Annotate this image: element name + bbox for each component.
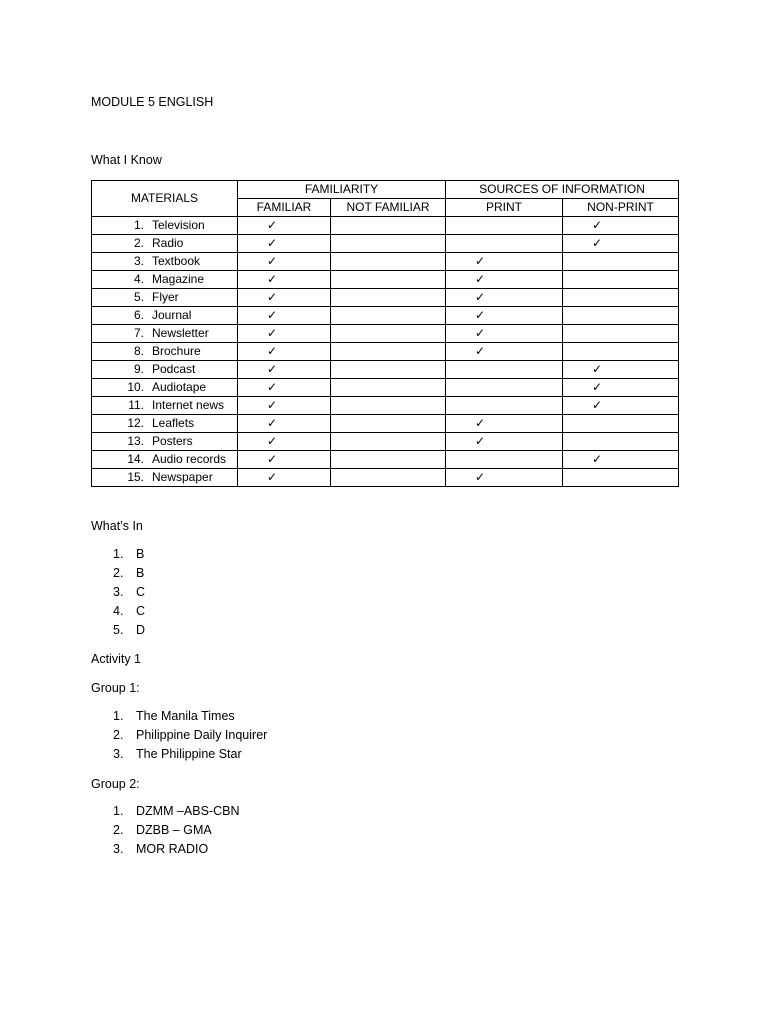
material-number: 7. — [133, 326, 144, 340]
cell-familiar — [238, 469, 331, 487]
material-label: Brochure — [152, 344, 201, 358]
material-label: Journal — [152, 308, 192, 322]
cell-not-familiar — [331, 433, 446, 451]
material-label: Leaflets — [152, 416, 195, 430]
cell-non-print — [563, 253, 679, 271]
list-number: 1. — [113, 804, 124, 818]
check-mark-icon: ✓ — [267, 272, 278, 286]
table-row — [92, 415, 679, 433]
material-number: 8. — [133, 344, 144, 358]
material-name-cell — [92, 253, 238, 271]
cell-not-familiar — [331, 289, 446, 307]
table-row — [92, 343, 679, 361]
table-row — [92, 451, 679, 469]
check-mark-icon: ✓ — [592, 452, 603, 466]
section-what-i-know: What I Know — [91, 153, 162, 167]
cell-print — [446, 253, 563, 271]
material-number: 13. — [127, 434, 144, 448]
cell-non-print — [563, 433, 679, 451]
list-item — [113, 707, 267, 726]
check-mark-icon: ✓ — [475, 290, 486, 304]
material-label: Newsletter — [152, 326, 209, 340]
material-name-cell — [92, 451, 238, 469]
group-1-list — [113, 707, 267, 764]
cell-print — [446, 271, 563, 289]
list-item — [113, 821, 239, 840]
table-row — [92, 253, 679, 271]
material-label: Audio records — [152, 452, 227, 466]
material-name-cell — [92, 271, 238, 289]
material-label: Magazine — [152, 272, 205, 286]
cell-not-familiar — [331, 217, 446, 235]
check-mark-icon: ✓ — [267, 326, 278, 340]
material-label: Audiotape — [152, 380, 207, 394]
material-number: 2. — [133, 236, 144, 250]
material-label: Flyer — [152, 290, 179, 304]
cell-print — [446, 217, 563, 235]
list-number: 3. — [113, 842, 124, 856]
list-text: D — [136, 623, 146, 637]
cell-non-print — [563, 343, 679, 361]
check-mark-icon: ✓ — [475, 308, 486, 322]
check-mark-icon: ✓ — [475, 254, 486, 268]
document-title: MODULE 5 ENGLISH — [91, 95, 214, 109]
list-item — [113, 745, 267, 764]
material-number: 15. — [127, 470, 144, 484]
cell-non-print — [563, 289, 679, 307]
cell-familiar — [238, 415, 331, 433]
material-label: Newspaper — [152, 470, 213, 484]
cell-print — [446, 415, 563, 433]
list-text: DZMM –ABS-CBN — [136, 804, 240, 818]
cell-print — [446, 451, 563, 469]
whats-in-answers — [113, 545, 145, 640]
material-number: 5. — [133, 290, 144, 304]
material-name-cell — [92, 415, 238, 433]
cell-familiar — [238, 271, 331, 289]
header-familiar: FAMILIAR — [238, 199, 331, 217]
cell-print — [446, 289, 563, 307]
cell-familiar — [238, 217, 331, 235]
header-familiarity: FAMILIARITY — [238, 181, 446, 199]
list-number: 5. — [113, 623, 124, 637]
header-materials: MATERIALS — [92, 181, 238, 217]
table-row — [92, 217, 679, 235]
cell-not-familiar — [331, 451, 446, 469]
header-sources: SOURCES OF INFORMATION — [446, 181, 679, 199]
cell-familiar — [238, 343, 331, 361]
list-text: B — [136, 547, 145, 561]
cell-print — [446, 343, 563, 361]
table-row — [92, 271, 679, 289]
cell-non-print — [563, 217, 679, 235]
cell-print — [446, 433, 563, 451]
check-mark-icon: ✓ — [592, 362, 603, 376]
list-item — [113, 840, 239, 859]
material-label: Radio — [152, 236, 184, 250]
group-2-title: Group 2: — [91, 777, 140, 791]
cell-not-familiar — [331, 253, 446, 271]
materials-table — [91, 180, 679, 487]
material-name-cell — [92, 217, 238, 235]
cell-non-print — [563, 379, 679, 397]
cell-non-print — [563, 451, 679, 469]
list-text: MOR RADIO — [136, 842, 209, 856]
cell-familiar — [238, 433, 331, 451]
material-label: Textbook — [152, 254, 201, 268]
list-item — [113, 802, 239, 821]
check-mark-icon: ✓ — [475, 272, 486, 286]
cell-print — [446, 235, 563, 253]
cell-print — [446, 307, 563, 325]
cell-not-familiar — [331, 379, 446, 397]
table-row — [92, 469, 679, 487]
materials-table-body — [92, 217, 679, 487]
cell-print — [446, 361, 563, 379]
material-name-cell — [92, 469, 238, 487]
check-mark-icon: ✓ — [475, 326, 486, 340]
section-activity-1: Activity 1 — [91, 652, 142, 666]
table-row — [92, 361, 679, 379]
check-mark-icon: ✓ — [475, 434, 486, 448]
material-label: Internet news — [152, 398, 225, 412]
check-mark-icon: ✓ — [267, 416, 278, 430]
list-number: 4. — [113, 604, 124, 618]
cell-familiar — [238, 379, 331, 397]
cell-not-familiar — [331, 307, 446, 325]
group-1-title: Group 1: — [91, 681, 140, 695]
check-mark-icon: ✓ — [475, 344, 486, 358]
check-mark-icon: ✓ — [592, 398, 603, 412]
cell-not-familiar — [331, 271, 446, 289]
cell-non-print — [563, 469, 679, 487]
cell-print — [446, 397, 563, 415]
cell-not-familiar — [331, 469, 446, 487]
material-number: 6. — [133, 308, 144, 322]
check-mark-icon: ✓ — [592, 380, 603, 394]
check-mark-icon: ✓ — [267, 254, 278, 268]
material-name-cell — [92, 361, 238, 379]
group-2-list — [113, 802, 239, 859]
list-text: C — [136, 585, 146, 599]
list-text: The Manila Times — [136, 709, 235, 723]
list-number: 1. — [113, 709, 124, 723]
list-number: 2. — [113, 728, 124, 742]
check-mark-icon: ✓ — [592, 236, 603, 250]
check-mark-icon: ✓ — [267, 218, 278, 232]
material-number: 11. — [128, 398, 144, 412]
table-row — [92, 379, 679, 397]
answer-item — [113, 564, 145, 583]
cell-familiar — [238, 361, 331, 379]
list-text: The Philippine Star — [136, 747, 242, 761]
header-non-print: NON-PRINT — [563, 199, 679, 217]
check-mark-icon: ✓ — [267, 452, 278, 466]
table-row — [92, 325, 679, 343]
material-name-cell — [92, 343, 238, 361]
cell-non-print — [563, 415, 679, 433]
cell-familiar — [238, 451, 331, 469]
check-mark-icon: ✓ — [267, 236, 278, 250]
cell-familiar — [238, 289, 331, 307]
cell-non-print — [563, 235, 679, 253]
check-mark-icon: ✓ — [267, 434, 278, 448]
section-whats-in: What’s In — [91, 519, 143, 533]
list-text: DZBB – GMA — [136, 823, 212, 837]
cell-not-familiar — [331, 343, 446, 361]
list-text: B — [136, 566, 145, 580]
list-number: 2. — [113, 823, 124, 837]
list-number: 3. — [113, 747, 124, 761]
material-name-cell — [92, 325, 238, 343]
cell-familiar — [238, 235, 331, 253]
answer-item — [113, 602, 145, 621]
check-mark-icon: ✓ — [475, 416, 486, 430]
header-not-familiar: NOT FAMILIAR — [331, 199, 446, 217]
header-print: PRINT — [446, 199, 563, 217]
cell-familiar — [238, 397, 331, 415]
check-mark-icon: ✓ — [267, 290, 278, 304]
material-name-cell — [92, 289, 238, 307]
cell-non-print — [563, 361, 679, 379]
answer-item — [113, 583, 145, 602]
list-number: 2. — [113, 566, 124, 580]
material-label: Posters — [152, 434, 193, 448]
material-number: 9. — [133, 362, 144, 376]
material-name-cell — [92, 433, 238, 451]
material-number: 3. — [133, 254, 144, 268]
cell-print — [446, 379, 563, 397]
cell-not-familiar — [331, 397, 446, 415]
material-number: 12. — [127, 416, 144, 430]
cell-non-print — [563, 325, 679, 343]
table-row — [92, 433, 679, 451]
list-text: Philippine Daily Inquirer — [136, 728, 268, 742]
check-mark-icon: ✓ — [267, 344, 278, 358]
cell-non-print — [563, 271, 679, 289]
list-number: 3. — [113, 585, 124, 599]
material-label: Television — [152, 218, 205, 232]
cell-familiar — [238, 253, 331, 271]
check-mark-icon: ✓ — [267, 398, 278, 412]
material-number: 4. — [133, 272, 144, 286]
cell-non-print — [563, 397, 679, 415]
cell-print — [446, 469, 563, 487]
material-label: Podcast — [152, 362, 196, 376]
answer-item — [113, 621, 145, 640]
table-row — [92, 235, 679, 253]
answer-item — [113, 545, 145, 564]
list-item — [113, 726, 267, 745]
table-row — [92, 307, 679, 325]
material-name-cell — [92, 235, 238, 253]
cell-familiar — [238, 325, 331, 343]
material-name-cell — [92, 397, 238, 415]
table-row — [92, 397, 679, 415]
table-row — [92, 289, 679, 307]
check-mark-icon: ✓ — [267, 470, 278, 484]
cell-not-familiar — [331, 235, 446, 253]
list-number: 1. — [113, 547, 124, 561]
check-mark-icon: ✓ — [267, 362, 278, 376]
cell-familiar — [238, 307, 331, 325]
check-mark-icon: ✓ — [267, 380, 278, 394]
list-text: C — [136, 604, 146, 618]
cell-not-familiar — [331, 415, 446, 433]
check-mark-icon: ✓ — [592, 218, 603, 232]
check-mark-icon: ✓ — [475, 470, 486, 484]
material-number: 10. — [127, 380, 144, 394]
material-name-cell — [92, 307, 238, 325]
cell-not-familiar — [331, 325, 446, 343]
material-number: 1. — [133, 218, 144, 232]
material-number: 14. — [127, 452, 144, 466]
material-name-cell — [92, 379, 238, 397]
cell-non-print — [563, 307, 679, 325]
cell-print — [446, 325, 563, 343]
check-mark-icon: ✓ — [267, 308, 278, 322]
cell-not-familiar — [331, 361, 446, 379]
